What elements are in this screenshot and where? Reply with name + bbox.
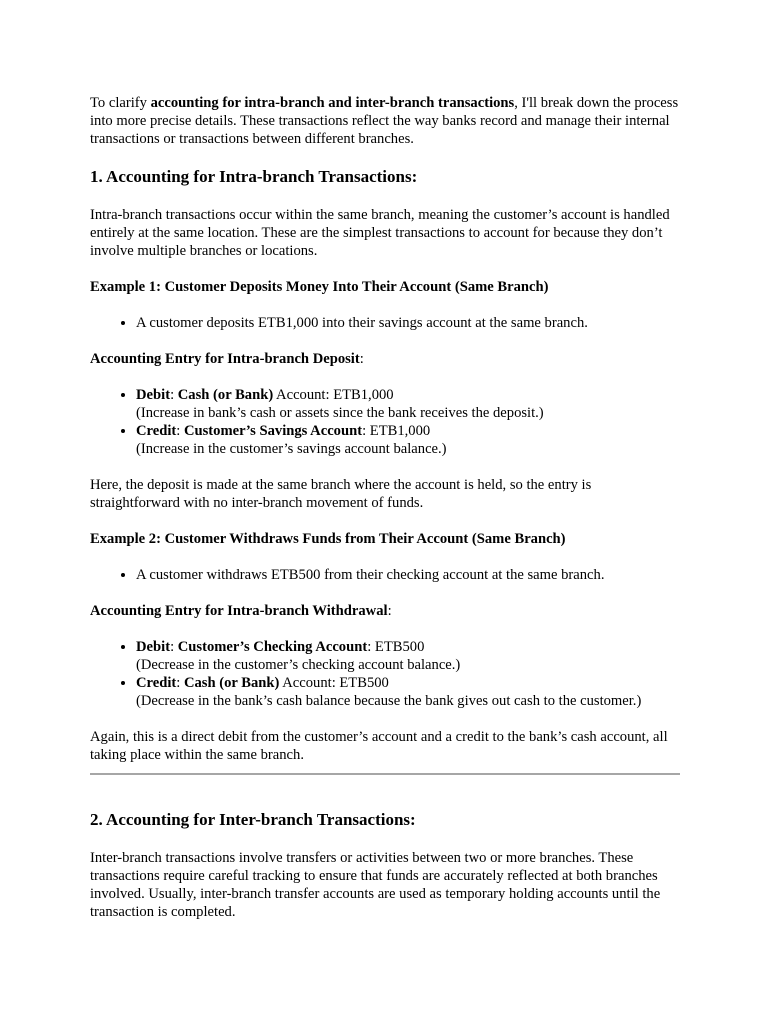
example-2-credit-entry bbox=[136, 674, 680, 710]
intro-paragraph bbox=[90, 94, 680, 148]
example-1-title: Example 1: Customer Deposits Money Into Their Account (Same Branch) bbox=[90, 279, 549, 295]
credit-amount: Account: ETB500 bbox=[279, 675, 389, 691]
entry-colon: : bbox=[359, 351, 364, 367]
example-1-bullet: • A customer deposits ETB1,000 into their savings account at the same branch. bbox=[136, 314, 680, 332]
debit-account: Customer’s Checking Account bbox=[177, 639, 368, 655]
credit-amount: : ETB1,000 bbox=[362, 423, 431, 439]
debit-amount: Account: ETB1,000 bbox=[273, 387, 394, 403]
section-1-heading: 1. Accounting for Intra-branch Transactions: bbox=[90, 167, 418, 186]
credit-label: Credit bbox=[136, 675, 177, 691]
example-1-entry-title: Accounting Entry for Intra-branch Deposit bbox=[90, 351, 360, 367]
example-2-debit-entry bbox=[136, 638, 680, 674]
document-body bbox=[90, 94, 680, 939]
debit-label: Debit bbox=[136, 639, 171, 655]
section-1-description: Intra-branch transactions occur within the same branch, meaning the customer’s account is handled entirely at the same location. These are the simplest transactions to account for because they don’t involve multiple branches or locations. bbox=[90, 207, 670, 259]
debit-amount: : ETB500 bbox=[367, 639, 425, 655]
credit-account: Cash (or Bank) bbox=[183, 675, 280, 691]
debit-note: (Increase in bank’s cash or assets since the bank receives the deposit.) bbox=[136, 405, 544, 421]
example-1-entries bbox=[90, 386, 680, 458]
example-1-explanation: Here, the deposit is made at the same branch where the account is held, so the entry is straightforward with no inter-branch movement of funds. bbox=[90, 477, 592, 511]
example-1-bullets bbox=[90, 314, 680, 332]
debit-note: (Decrease in the customer’s checking account balance.) bbox=[136, 657, 461, 673]
example-2-bullet: • A customer withdraws ETB500 from their checking account at the same branch. bbox=[136, 566, 680, 584]
debit-label: Debit bbox=[136, 387, 171, 403]
separator: : bbox=[176, 423, 184, 439]
intro-text-start: To clarify bbox=[90, 95, 151, 111]
separator: : bbox=[170, 387, 178, 403]
example-2-explanation: Again, this is a direct debit from the customer’s account and a credit to the bank’s cash account, all taking place within the same branch. bbox=[90, 729, 668, 763]
credit-note: (Increase in the customer’s savings account balance.) bbox=[136, 441, 447, 457]
example-1-debit-entry bbox=[136, 386, 680, 422]
debit-account: Cash (or Bank) bbox=[177, 387, 274, 403]
example-2-bullets bbox=[90, 566, 680, 584]
example-1-entry-heading bbox=[90, 350, 680, 368]
separator: : bbox=[170, 639, 178, 655]
credit-note: (Decrease in the bank’s cash balance because the bank gives out cash to the customer.) bbox=[136, 693, 642, 709]
intro-text-end: , I'll break down the process into more precise details. These transactions reflect the way banks record and manage their internal transactions or transactions between different branches. bbox=[90, 95, 679, 147]
entry-colon: : bbox=[387, 603, 392, 619]
separator: : bbox=[176, 675, 184, 691]
section-2-heading: 2. Accounting for Inter-branch Transactions: bbox=[90, 810, 416, 829]
example-2-entries bbox=[90, 638, 680, 710]
example-1-credit-entry bbox=[136, 422, 680, 458]
credit-label: Credit bbox=[136, 423, 177, 439]
intro-bold-phrase: accounting for intra-branch and inter-branch transactions bbox=[150, 95, 515, 111]
horizontal-divider bbox=[90, 773, 680, 775]
section-2-description: Inter-branch transactions involve transfers or activities between two or more branches. These transactions require careful tracking to ensure that funds are accurately reflected at both branches involved. Usually, inter-branch transfer accounts are used as temporary holding accounts until the transaction is completed. bbox=[90, 850, 661, 920]
example-2-entry-title: Accounting Entry for Intra-branch Withdrawal bbox=[90, 603, 388, 619]
credit-account: Customer’s Savings Account bbox=[183, 423, 363, 439]
example-2-entry-heading bbox=[90, 602, 680, 620]
example-2-title: Example 2: Customer Withdraws Funds from Their Account (Same Branch) bbox=[90, 531, 566, 547]
